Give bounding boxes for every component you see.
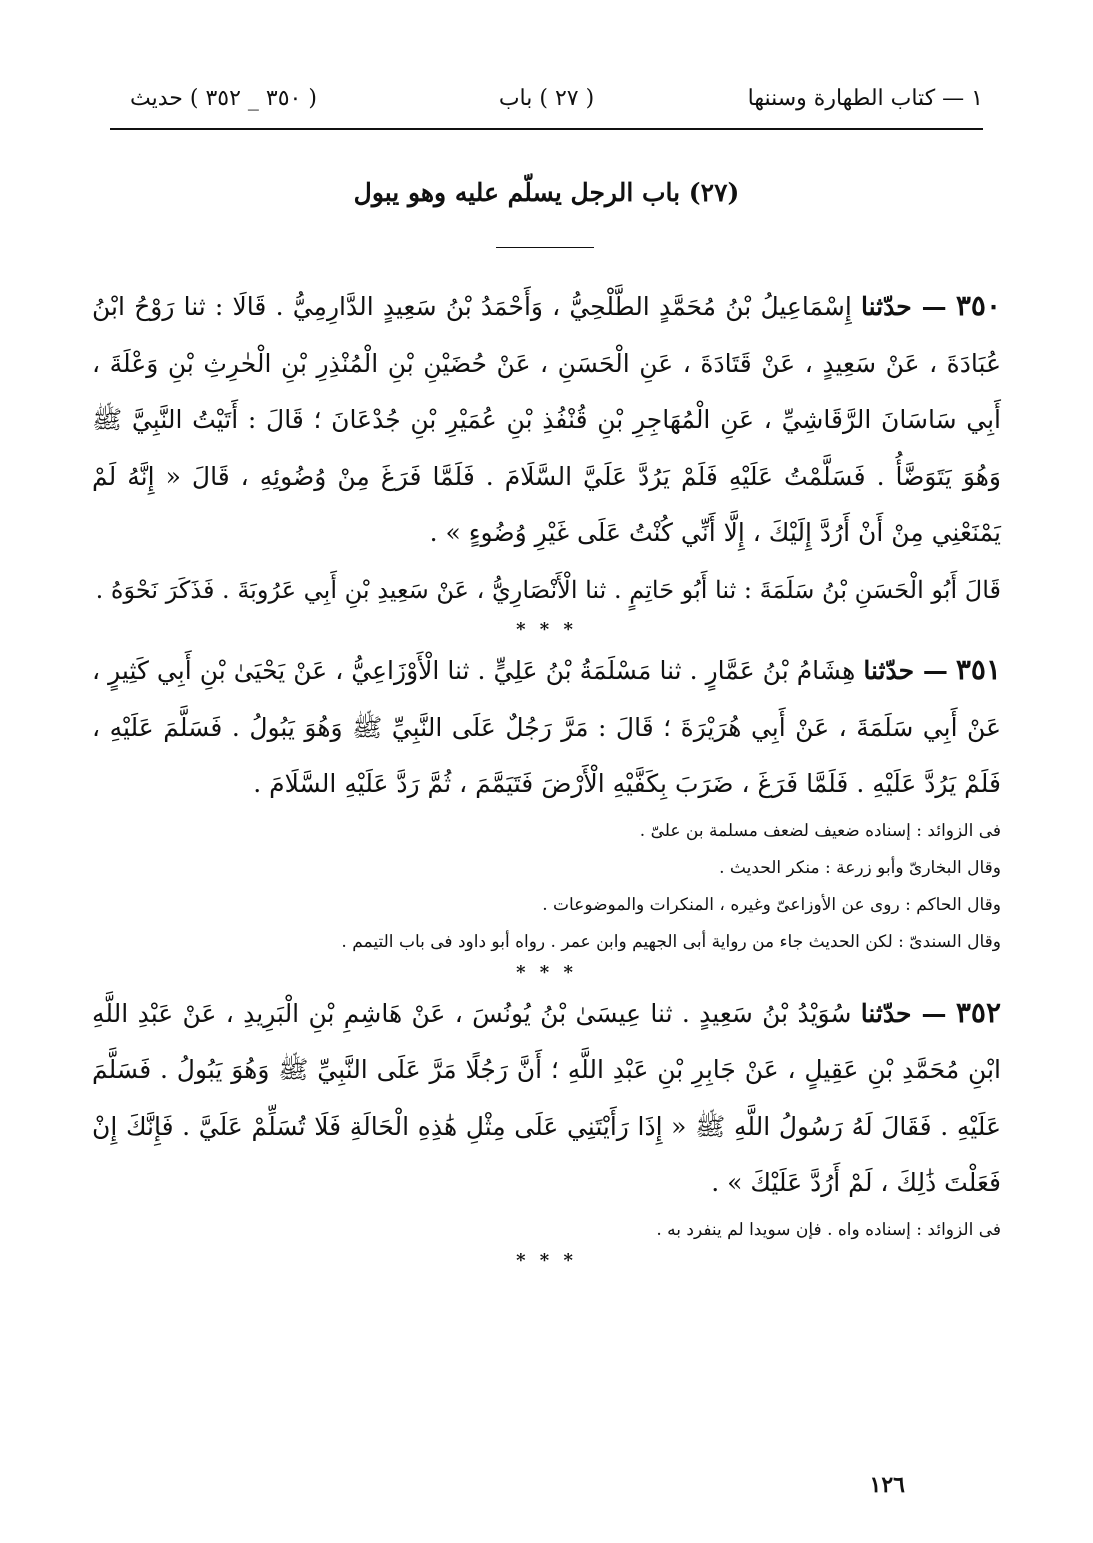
hadith-number: ٣٥٢ (955, 995, 1001, 1029)
footnote: وقال البخارىّ وأبو زرعة : منكر الحديث . (719, 857, 1001, 878)
header-book-title: ١ — كتاب الطهارة وسننها (747, 86, 983, 111)
footnote: فى الزوائد : إسناده ضعيف لضعف مسلمة بن علىّ . (639, 820, 1001, 841)
footnote: فى الزوائد : إسناده واه . فإن سويدا لم ينفرد به . (656, 1219, 1001, 1240)
hadith-352 (92, 985, 1001, 1212)
hadith-addendum: قَالَ أَبُو الْحَسَنِ بْنُ سَلَمَةَ : ثنا أَبُو حَاتِمٍ . ثنا الْأَنْصَارِيُّ ، عَنْ سَعِيدِ بْنِ أَبِي عَرُوبَةَ . فَذَكَرَ نَحْوَهُ . (95, 575, 1001, 604)
separator: * * * (516, 619, 577, 640)
footnote: وقال السندىّ : لكن الحديث جاء من رواية أبى الجهيم وابن عمر . رواه أبو داود فى باب التيمم . (341, 931, 1001, 952)
hadith-lead: — حدّثنا (863, 656, 948, 685)
title-divider (496, 247, 594, 248)
hadith-350 (92, 278, 1001, 562)
page-body (92, 278, 1001, 1273)
page-number: ١٢٦ (869, 1472, 905, 1498)
hadith-lead: — حدّثنا (861, 292, 947, 321)
hadith-number: ٣٥٠ (955, 289, 1001, 322)
footnote: وقال الحاكم : روى عن الأوزاعىّ وغيره ، المنكرات والموضوعات . (542, 894, 1001, 915)
separator: * * * (516, 961, 577, 983)
running-header (110, 80, 983, 130)
hadith-text: سُوَيْدُ بْنُ سَعِيدٍ . ثنا عِيسَىٰ بْنُ يُونُسَ ، عَنْ هَاشِمِ بْنِ الْبَرِيدِ ، عَنْ عَبْدِ اللَّهِ ابْنِ مُحَمَّدِ بْنِ عَقِيلٍ ، عَنْ جَابِرِ بْنِ عَبْدِ اللَّهِ ؛ أَنَّ رَجُلًا مَرَّ عَلَى النَّبِيِّ ﷺ وَهُوَ يَبُولُ . فَسَلَّمَ عَلَيْهِ . فَقَالَ لَهُ رَسُولُ اللَّهِ ﷺ « إِذَا رَأَيْتَنِي عَلَى مِثْلِ هَٰذِهِ الْحَالَةِ فَلَا تُسَلِّمْ عَلَيَّ . فَإِنَّكَ إِنْ فَعَلْتَ ذَٰلِكَ ، لَمْ أَرُدَّ عَلَيْكَ » . (92, 998, 1001, 1197)
chapter-title: (٢٧) باب الرجل يسلّم عليه وهو يبول (353, 178, 740, 207)
zawaid-notes (92, 813, 1001, 961)
separator: * * * (516, 1249, 577, 1271)
hadith-text: إِسْمَاعِيلُ بْنُ مُحَمَّدٍ الطَّلْحِيُّ ، وَأَحْمَدُ بْنُ سَعِيدٍ الدَّارِمِيُّ . قَالَا : ثنا رَوْحُ ابْنُ عُبَادَةَ ، عَنْ سَعِيدٍ ، عَنْ قَتَادَةَ ، عَنِ الْحَسَنِ ، عَنْ حُضَيْنِ بْنِ الْمُنْذِرِ بْنِ الْحٰرِثِ بْنِ وَعْلَةَ ، أَبِي سَاسَانَ الرَّقَاشِيِّ ، عَنِ الْمُهَاجِرِ بْنِ قُنْفُذِ بْنِ عُمَيْرِ بْنِ جُدْعَانَ ؛ قَالَ : أَتَيْتُ النَّبِيَّ ﷺ وَهُوَ يَتَوَضَّأُ . فَسَلَّمْتُ عَلَيْهِ فَلَمْ يَرُدَّ عَلَيَّ السَّلَامَ . فَلَمَّا فَرَغَ مِنْ وُضُوئِهِ ، قَالَ « إِنَّهُ لَمْ يَمْنَعْنِي مِنْ أَنْ أَرُدَّ إِلَيْكَ ، إِلَّا أَنِّي كُنْتُ عَلَى غَيْرِ وُضُوءٍ » . (92, 292, 1001, 547)
hadith-text: هِشَامُ بْنُ عَمَّارٍ . ثنا مَسْلَمَةُ بْنُ عَلِيٍّ . ثنا الْأَوْزَاعِيُّ ، عَنْ يَحْيَىٰ بْنِ أَبِي كَثِيرٍ ، عَنْ أَبِي سَلَمَةَ ، عَنْ أَبِي هُرَيْرَةَ ؛ قَالَ : مَرَّ رَجُلٌ عَلَى النَّبِيِّ ﷺ وَهُوَ يَبُولُ . فَسَلَّمَ عَلَيْهِ ، فَلَمْ يَرُدَّ عَلَيْهِ . فَلَمَّا فَرَغَ ، ضَرَبَ بِكَفَّيْهِ الْأَرْضَ فَتَيَمَّمَ ، ثُمَّ رَدَّ عَلَيْهِ السَّلَامَ . (92, 656, 1001, 798)
header-rule (110, 128, 983, 130)
hadith-number: ٣٥١ (955, 653, 1002, 686)
header-chapter-number: ( ٢٧ ) باب (498, 86, 595, 111)
hadith-lead: — حدّثنا (860, 998, 947, 1028)
hadith-351 (92, 642, 1001, 813)
header-hadith-range: ( ٣٥٠ _ ٣٥٢ ) حديث (130, 86, 317, 111)
zawaid-notes (92, 1212, 1001, 1249)
